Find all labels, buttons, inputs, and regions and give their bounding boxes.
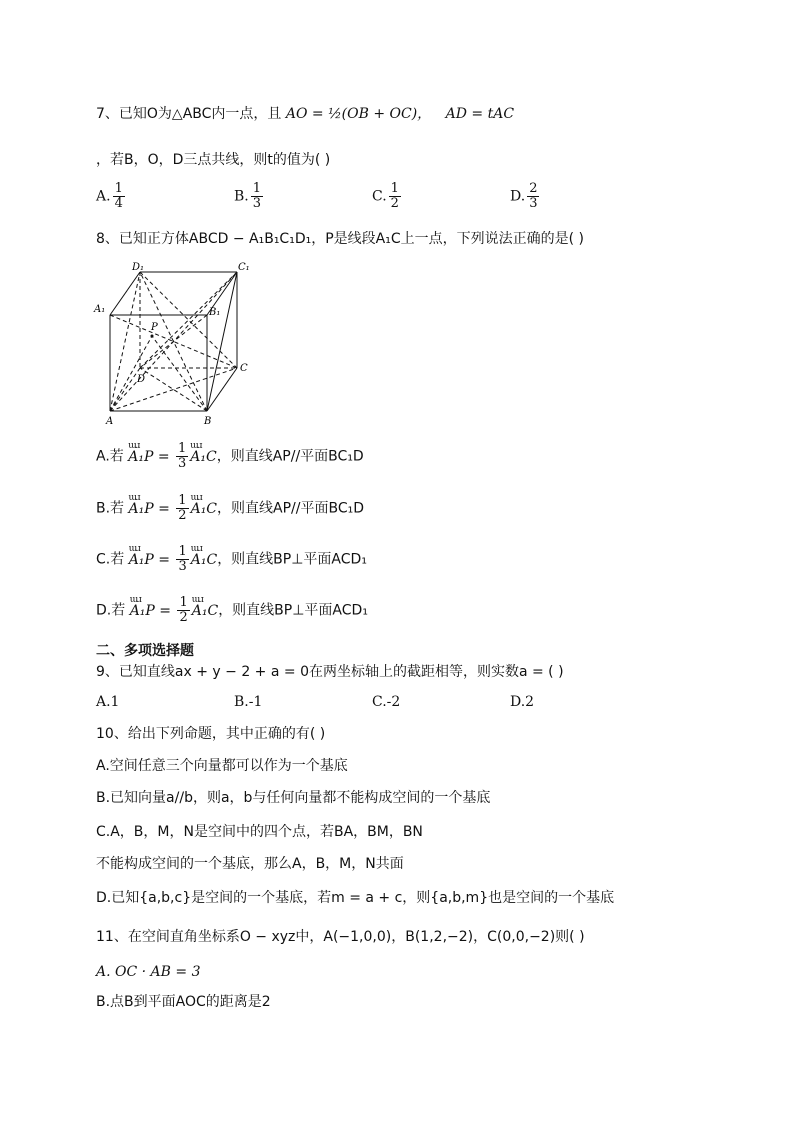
label-b: B (204, 416, 212, 427)
cube-figure (92, 258, 262, 428)
option-tail: ，则直线AP//平面BC₁D (217, 500, 364, 517)
q8-option-d[interactable] (96, 596, 368, 625)
label-d1: D₁ (132, 262, 145, 273)
q10-option-c-line1[interactable]: C.A，B，M，N是空间中的四个点，若BA，BM，BN (96, 824, 423, 840)
option-rhs: ɯɹ A₁C (191, 499, 217, 519)
fraction (527, 182, 539, 211)
option-prefix: A.若 (96, 448, 124, 465)
option-tail: ，则直线AP//平面BC₁D (216, 448, 364, 465)
q7-option-b[interactable] (234, 182, 265, 211)
q9-option-a[interactable]: A.1 (96, 694, 120, 710)
q7-stem-start: 7、已知O为△ABC内一点，且 (96, 106, 282, 122)
option-rhs: ɯɹ A₁C (190, 447, 216, 467)
q7-option-c[interactable] (372, 182, 403, 211)
label-b1: B₁ (209, 307, 221, 318)
denominator: 3 (252, 196, 262, 211)
option-lhs: ɯɹ A₁P = (128, 447, 169, 467)
option-label: D. (510, 188, 526, 205)
q10-stem: 10、给出下列命题，其中正确的有( ) (96, 726, 326, 742)
numerator: 1 (252, 181, 262, 196)
q9-option-c[interactable]: C.-2 (372, 694, 401, 710)
option-rhs: ɯɹ A₁C (192, 601, 218, 621)
option-prefix: B.若 (96, 500, 125, 517)
q10-option-b[interactable]: B.已知向量a//b，则a，b与任何向量都不能构成空间的一个基底 (96, 790, 491, 806)
option-lhs: ɯɹ A₁P = (129, 550, 170, 570)
fraction (176, 494, 188, 523)
q11-option-a[interactable]: A. OC · AB = 3 (96, 964, 201, 980)
q7-option-d[interactable] (510, 182, 541, 211)
label-c: C (240, 363, 248, 374)
q7-line2: ，若B，O，D三点共线，则t的值为( ) (96, 152, 331, 168)
numerator: 1 (390, 181, 399, 196)
q8-option-b[interactable] (96, 494, 364, 523)
fraction (176, 545, 188, 574)
numerator: 1 (178, 493, 187, 508)
section-title: 二、多项选择题 (96, 643, 194, 659)
label-a1: A₁ (94, 304, 106, 315)
label-d: D (137, 374, 146, 385)
denominator: 2 (179, 610, 188, 625)
numerator: 1 (178, 544, 187, 559)
q10-option-d[interactable]: D.已知{a,b,c}是空间的一个基底，若m = a + c，则{a,b,m}也是空间的一个基底 (96, 890, 615, 906)
numerator: 1 (114, 181, 123, 196)
q10-option-c-line2: 不能构成空间的一个基底，那么A，B，M，N共面 (96, 856, 404, 872)
denominator: 2 (390, 196, 399, 211)
numerator: 1 (178, 441, 187, 456)
denominator: 3 (178, 559, 187, 574)
option-label: C. (372, 188, 387, 205)
q7-line1 (96, 104, 514, 124)
denominator: 3 (178, 456, 187, 471)
q9-option-b[interactable]: B.-1 (234, 694, 263, 710)
denominator: 4 (114, 196, 123, 211)
label-p: P (151, 322, 158, 333)
q7-equation-2: AD = tAC (445, 106, 515, 122)
option-tail: ，则直线BP⊥平面ACD₁ (217, 551, 367, 568)
option-rhs: ɯɹ A₁C (191, 550, 217, 570)
option-prefix: C.若 (96, 551, 125, 568)
q10-option-a[interactable]: A.空间任意三个向量都可以作为一个基底 (96, 758, 348, 774)
fraction (176, 442, 188, 471)
q11-option-b[interactable]: B.点B到平面AOC的距离是2 (96, 994, 271, 1010)
q11-stem: 11、在空间直角坐标系O − xyz中，A(−1,0,0)，B(1,2,−2)，C(0,0,−2)则( ) (96, 929, 585, 945)
option-label: A. (96, 188, 111, 205)
label-c1: C₁ (238, 262, 250, 273)
option-lhs: ɯɹ A₁P = (130, 601, 171, 621)
q8-stem: 8、已知正方体ABCD − A₁B₁C₁D₁，P是线段A₁C上一点，下列说法正确的是( ) (96, 231, 584, 247)
numerator: 2 (529, 181, 538, 196)
denominator: 3 (529, 196, 538, 211)
fraction (113, 182, 125, 211)
fraction (177, 596, 189, 625)
denominator: 2 (178, 508, 187, 523)
option-prefix: D.若 (96, 602, 126, 619)
q8-option-c[interactable] (96, 545, 367, 574)
q9-option-d[interactable]: D.2 (510, 694, 535, 710)
q7-option-a[interactable] (96, 182, 127, 211)
q7-equation-1: AO = ½(OB + OC)， (285, 106, 432, 122)
numerator: 1 (179, 595, 188, 610)
label-a: A (106, 416, 114, 427)
option-label: B. (234, 188, 249, 205)
q8-option-a[interactable] (96, 442, 364, 471)
fraction (251, 182, 263, 211)
q9-stem: 9、已知直线ax + y − 2 + a = 0在两坐标轴上的截距相等，则实数a = ( ) (96, 664, 564, 680)
fraction (389, 182, 401, 211)
option-lhs: ɯɹ A₁P = (129, 499, 170, 519)
option-tail: ，则直线BP⊥平面ACD₁ (218, 602, 368, 619)
point-p (151, 335, 154, 338)
